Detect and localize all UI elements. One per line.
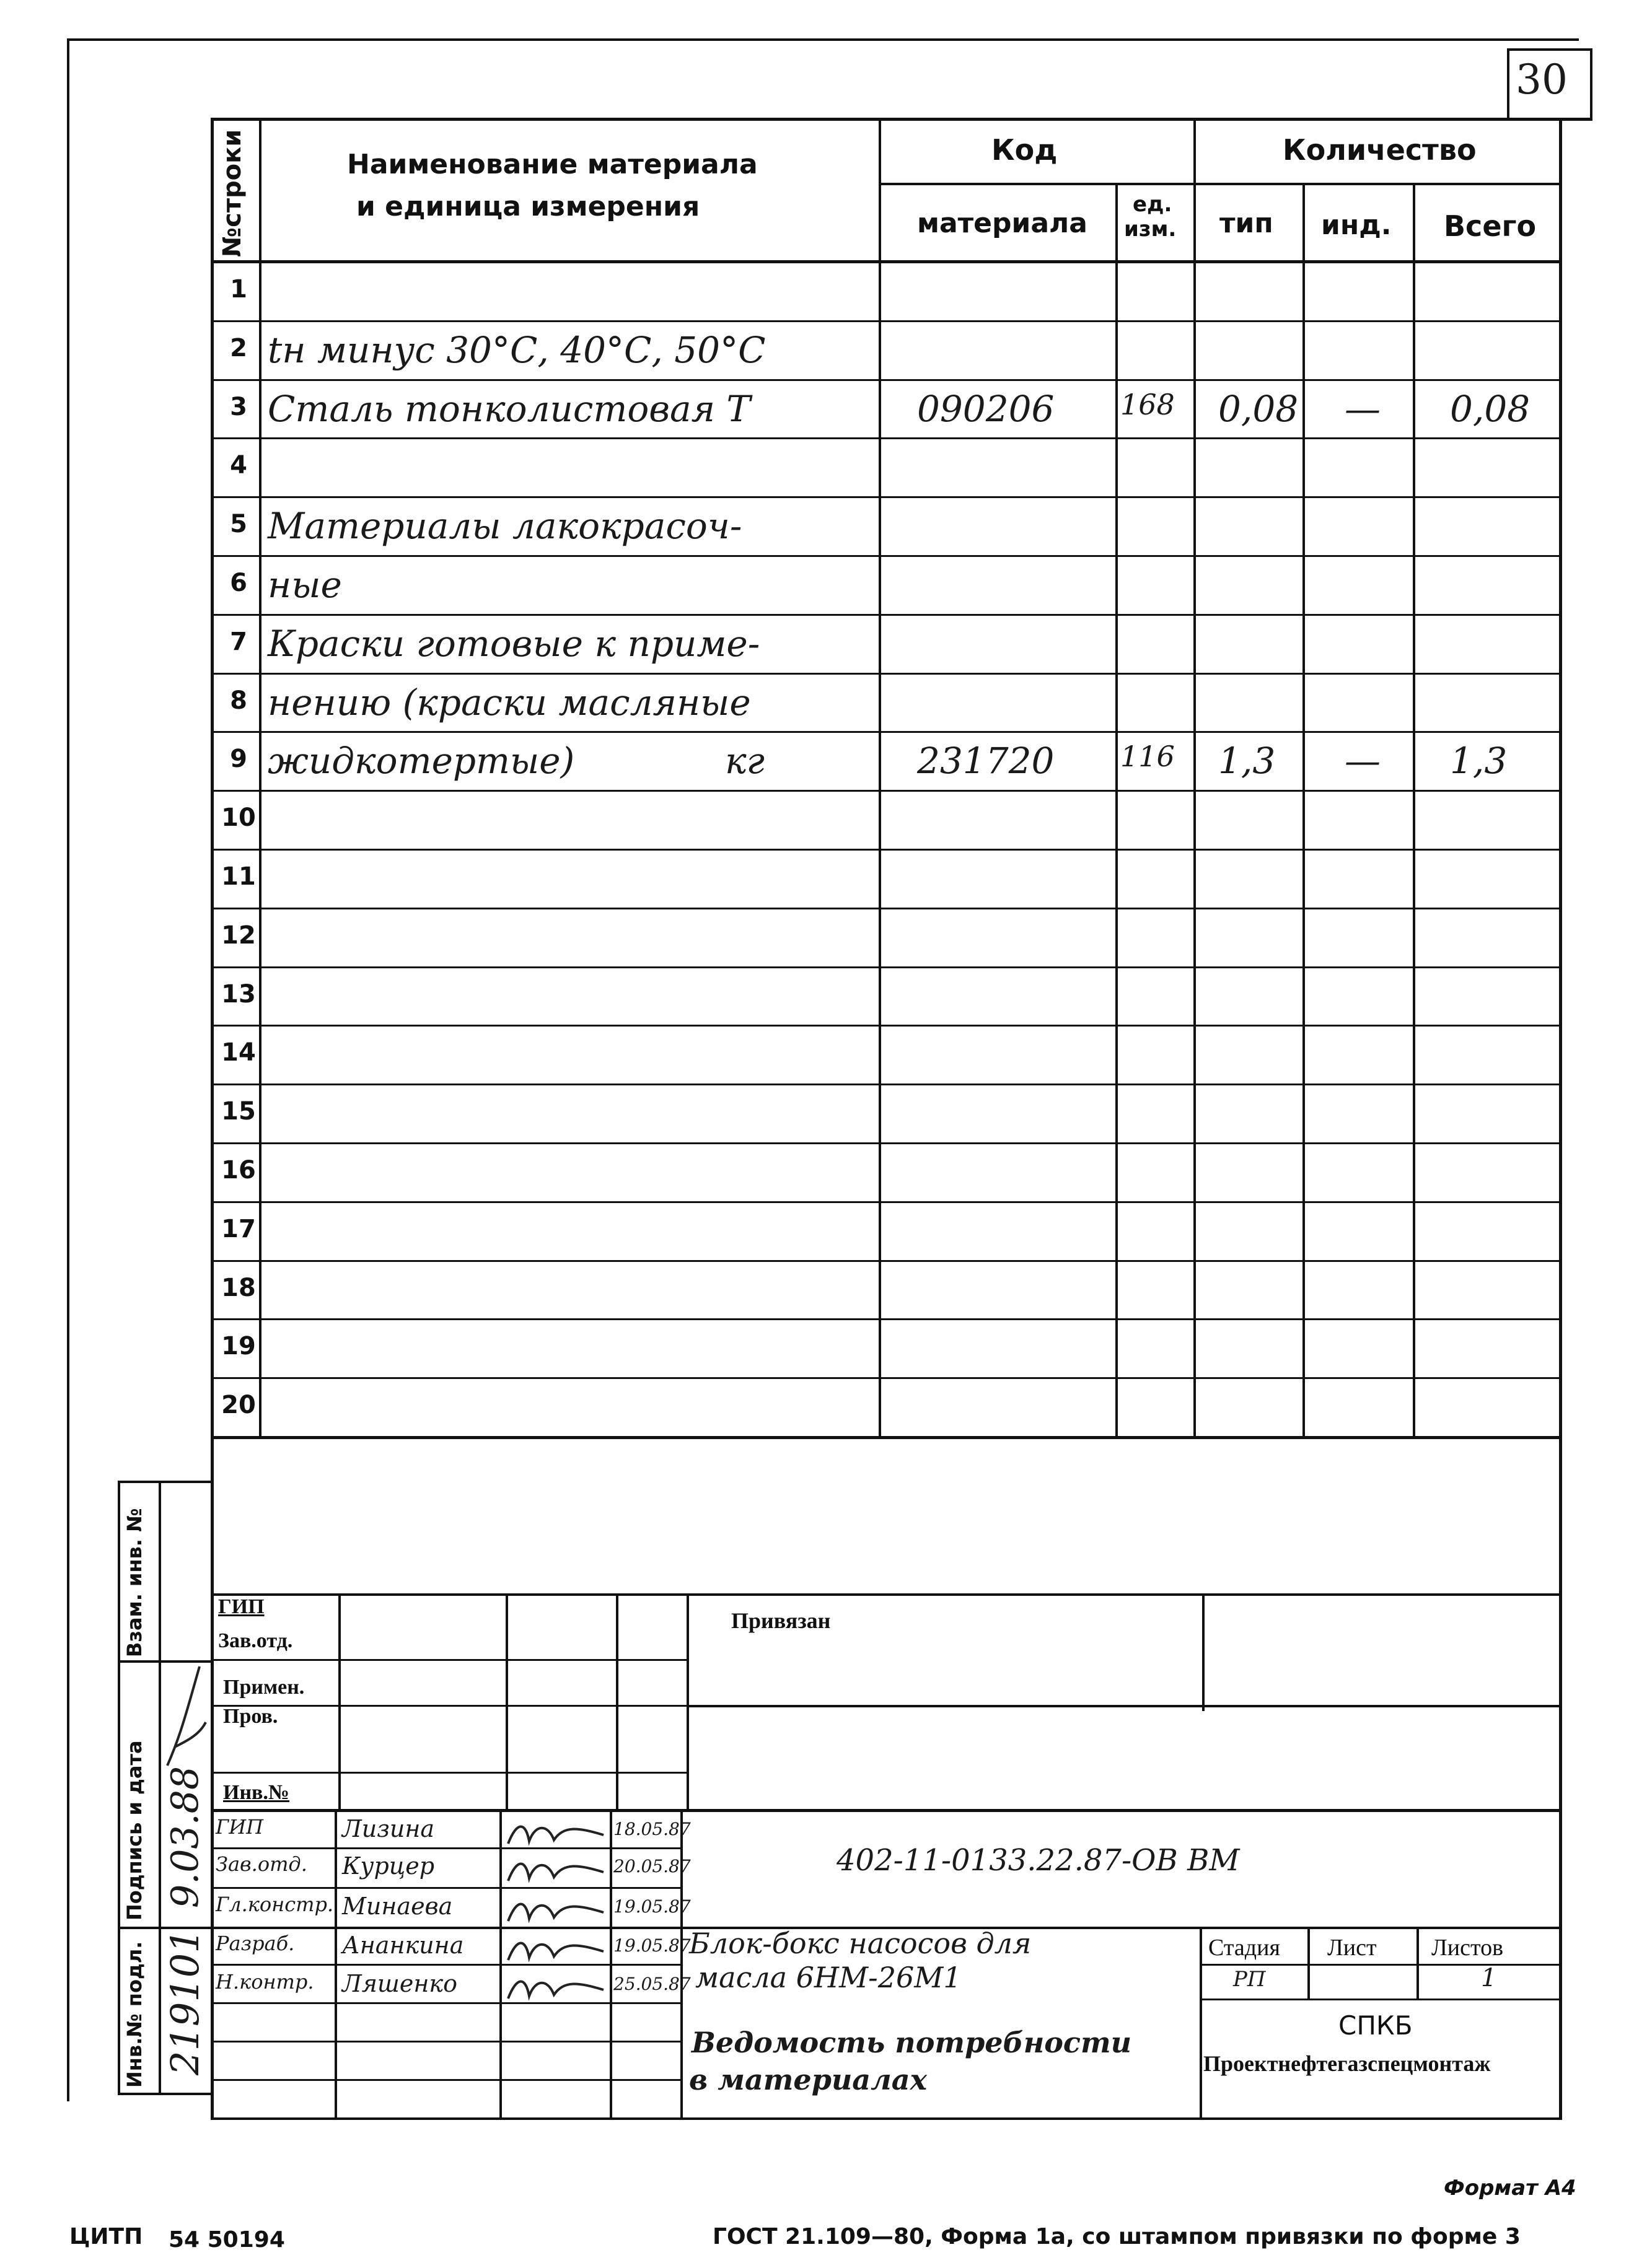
header-typ: тип [1219, 208, 1273, 239]
table-row-line [211, 614, 1561, 616]
table-bottom-line [211, 1436, 1561, 1439]
header-code: Код [991, 133, 1058, 167]
binding-role-gip: ГИП [218, 1595, 265, 1618]
table-row-line [211, 1025, 1561, 1027]
binding-role-inv: Инв.№ [223, 1781, 290, 1804]
table-row-number: 14 [221, 1038, 256, 1067]
main-frame-bottom [211, 2117, 1562, 2120]
main-frame-top [211, 118, 1592, 121]
org-name-1: СПКБ [1338, 2010, 1413, 2041]
binding-h1 [211, 1659, 688, 1661]
row-total: 1,3 [1450, 740, 1508, 782]
row-code: 090206 [917, 388, 1055, 430]
signer-name: Лизина [342, 1815, 435, 1842]
stage-label: Стадия [1208, 1935, 1280, 1961]
header-total: Всего [1444, 209, 1537, 243]
sheet-number: 30 [1516, 56, 1568, 103]
binding-role-primen: Примен. [223, 1676, 305, 1699]
footer-right: ГОСТ 21.109—80, Форма 1а, со штампом привязки по форме 3 [713, 2224, 1521, 2249]
binding-label: Привязан [731, 1608, 831, 1633]
signer-name: Курцер [342, 1852, 435, 1880]
table-row-number: 16 [221, 1156, 256, 1184]
table-row-line [211, 966, 1561, 968]
table-row-number: 19 [221, 1332, 256, 1360]
table-row-line [211, 790, 1561, 792]
table-row-line [211, 1318, 1561, 1320]
table-row-line [211, 1142, 1561, 1144]
footer-code: 54 50194 [169, 2227, 285, 2253]
signer-date: 25.05.87 [613, 1974, 691, 1994]
sheet-box-right [1590, 48, 1592, 120]
signer-role: ГИП [216, 1815, 263, 1839]
row-typ: 1,3 [1218, 740, 1276, 782]
object-name-1: Блок-бокс насосов для [689, 1927, 1032, 1960]
row-name-unit: кг [725, 740, 765, 782]
binding-v3 [616, 1593, 618, 1810]
row-typ: 0,08 [1218, 388, 1299, 430]
signer-date: 18.05.87 [613, 1819, 691, 1839]
org-name-2: Проектнефтегазспецмонтаж [1203, 2051, 1491, 2076]
table-row-line [211, 908, 1561, 909]
binding-h4 [211, 1809, 1561, 1812]
side-stamp-bottom [118, 2093, 211, 2095]
col-line-rownum [259, 118, 261, 1437]
table-row-number: 17 [221, 1215, 256, 1243]
table-row-number: 13 [221, 980, 256, 1009]
row-name: tн минус 30°С, 40°С, 50°С [268, 329, 766, 371]
row-name: Сталь тонколистовая Т [268, 388, 751, 430]
tb-h7 [211, 2079, 682, 2081]
tb-stage-v1 [1307, 1927, 1310, 2000]
binding-h2 [211, 1705, 688, 1707]
stage-value: РП [1233, 1967, 1266, 1992]
signer-name: Ананкина [342, 1932, 464, 1959]
signer-role: Н.контр. [216, 1970, 314, 1994]
col-line-unit [1193, 118, 1196, 1437]
table-row-line [211, 1260, 1561, 1262]
outer-frame-left [67, 38, 69, 2101]
table-row-line [211, 673, 1561, 675]
row-name: нению (краски масляные [268, 681, 751, 724]
row-name: ные [268, 564, 342, 606]
signer-date: 19.05.87 [613, 1935, 691, 1956]
tb-stage-h1 [1200, 1964, 1561, 1966]
sheets-label: Листов [1431, 1935, 1504, 1961]
table-row-line [211, 1377, 1561, 1379]
object-name-2: масла 6НМ-26М1 [695, 1961, 962, 1994]
table-row-number: 2 [230, 334, 247, 362]
header-name: Наименование материала [347, 149, 758, 180]
doc-code: 402-11-0133.22.87-ОВ ВМ [837, 1843, 1240, 1878]
binding-top [211, 1593, 1561, 1596]
table-row-line [211, 849, 1561, 851]
table-row-line [211, 555, 1561, 557]
table-row-number: 3 [230, 393, 247, 421]
binding-role-zav: Зав.отд. [218, 1629, 293, 1652]
tb-h1 [211, 1847, 682, 1849]
main-frame-left [211, 118, 214, 2119]
binding-v4 [687, 1593, 689, 1810]
col-line-code [1115, 183, 1118, 1437]
signer-name: Ляшенко [342, 1970, 457, 1997]
side-date-value: 9.03.88 [164, 1766, 207, 1908]
binding-h3 [211, 1772, 688, 1774]
table-row-line [211, 496, 1561, 498]
header-material: материала [917, 208, 1087, 239]
col-line-name [879, 118, 881, 1437]
row-total: 0,08 [1450, 388, 1531, 430]
row-name: Материалы лакокрасоч- [268, 505, 742, 547]
row-ind: — [1345, 740, 1381, 782]
signer-signature [504, 1816, 610, 1851]
table-row-number: 18 [221, 1274, 256, 1302]
binding-h2b [687, 1705, 1561, 1707]
row-unit: 116 [1120, 740, 1175, 773]
tb-stage-h2 [1200, 1999, 1561, 2000]
header-unit-2: изм. [1124, 217, 1177, 242]
signer-signature [504, 1933, 610, 1968]
row-name: Краски готовые к приме- [268, 623, 760, 665]
table-row-number: 12 [221, 921, 256, 950]
row-unit: 168 [1120, 388, 1175, 421]
binding-v1 [338, 1593, 341, 1810]
sheet-label: Лист [1327, 1935, 1377, 1961]
sheet-box-left [1507, 48, 1509, 120]
header-mid-line [879, 183, 1560, 185]
table-row-number: 4 [230, 451, 247, 479]
signer-signature [504, 1854, 610, 1888]
side-inv-value: 219101 [162, 1929, 208, 2075]
table-row-number: 20 [221, 1391, 256, 1419]
table-row-number: 6 [230, 569, 247, 597]
signer-signature [504, 1971, 610, 2006]
binding-v5 [1202, 1593, 1205, 1711]
side-stamp-mid [159, 1481, 161, 2094]
header-quantity: Количество [1283, 133, 1477, 167]
header-ind: инд. [1321, 209, 1392, 241]
side-stamp-outer-left [118, 1481, 120, 2094]
table-row-line [211, 1084, 1561, 1085]
signer-role: Гл.констр. [216, 1893, 334, 1916]
tb-h6 [211, 2041, 682, 2043]
side-signature [162, 1660, 209, 1772]
side-vzam-inv: Взам. инв. № [123, 1508, 146, 1657]
signer-date: 19.05.87 [613, 1896, 691, 1917]
header-bottom-line [211, 260, 1561, 263]
tb-h2 [211, 1887, 682, 1889]
table-row-number: 9 [230, 745, 247, 773]
table-row-line [211, 320, 1561, 322]
footer-left: ЦИТП [69, 2224, 143, 2249]
header-name-2: и единица измерения [356, 191, 700, 222]
table-row-number: 10 [221, 803, 256, 832]
row-code: 231720 [917, 740, 1055, 782]
col-line-typ [1302, 183, 1305, 1437]
side-stamp-top [118, 1481, 211, 1483]
table-row-line [211, 437, 1561, 439]
header-unit: ед. [1133, 192, 1172, 217]
signer-role: Разраб. [216, 1932, 295, 1955]
sheet-box-top [1507, 48, 1591, 51]
signer-date: 20.05.87 [613, 1856, 691, 1876]
binding-role-prov: Пров. [223, 1705, 278, 1728]
sheet-title-2: в материалах [689, 2063, 928, 2096]
outer-frame-top [67, 38, 1579, 41]
col-line-ind [1413, 183, 1415, 1437]
tb-v-right-section [1200, 1927, 1202, 2119]
signer-signature [504, 1894, 610, 1929]
signer-name: Минаева [342, 1893, 453, 1920]
side-inv-no-podl: Инв.№ подл. [123, 1941, 146, 2088]
header-row-number: №строки [218, 129, 247, 257]
tb-h4 [211, 1964, 682, 1966]
signer-role: Зав.отд. [216, 1852, 307, 1876]
table-row-number: 8 [230, 686, 247, 715]
format-label: Формат А4 [1444, 2176, 1576, 2200]
sheets-value: 1 [1481, 1964, 1497, 1992]
table-row-number: 1 [230, 275, 247, 304]
table-row-number: 11 [221, 862, 256, 891]
tb-stage-v2 [1416, 1927, 1419, 2000]
side-podpis-data: Подпись и дата [123, 1740, 146, 1920]
table-row-line [211, 731, 1561, 733]
table-row-number: 15 [221, 1097, 256, 1126]
main-frame-right [1559, 118, 1562, 2119]
table-row-number: 5 [230, 510, 247, 538]
row-name: жидкотертые) [268, 740, 575, 782]
sheet-title-1: Ведомость потребности [692, 2026, 1132, 2059]
table-row-number: 7 [230, 628, 247, 656]
binding-v2 [506, 1593, 508, 1810]
table-row-line [211, 1201, 1561, 1203]
table-row-line [211, 379, 1561, 381]
row-ind: — [1345, 388, 1381, 430]
tb-h5 [211, 2002, 682, 2004]
